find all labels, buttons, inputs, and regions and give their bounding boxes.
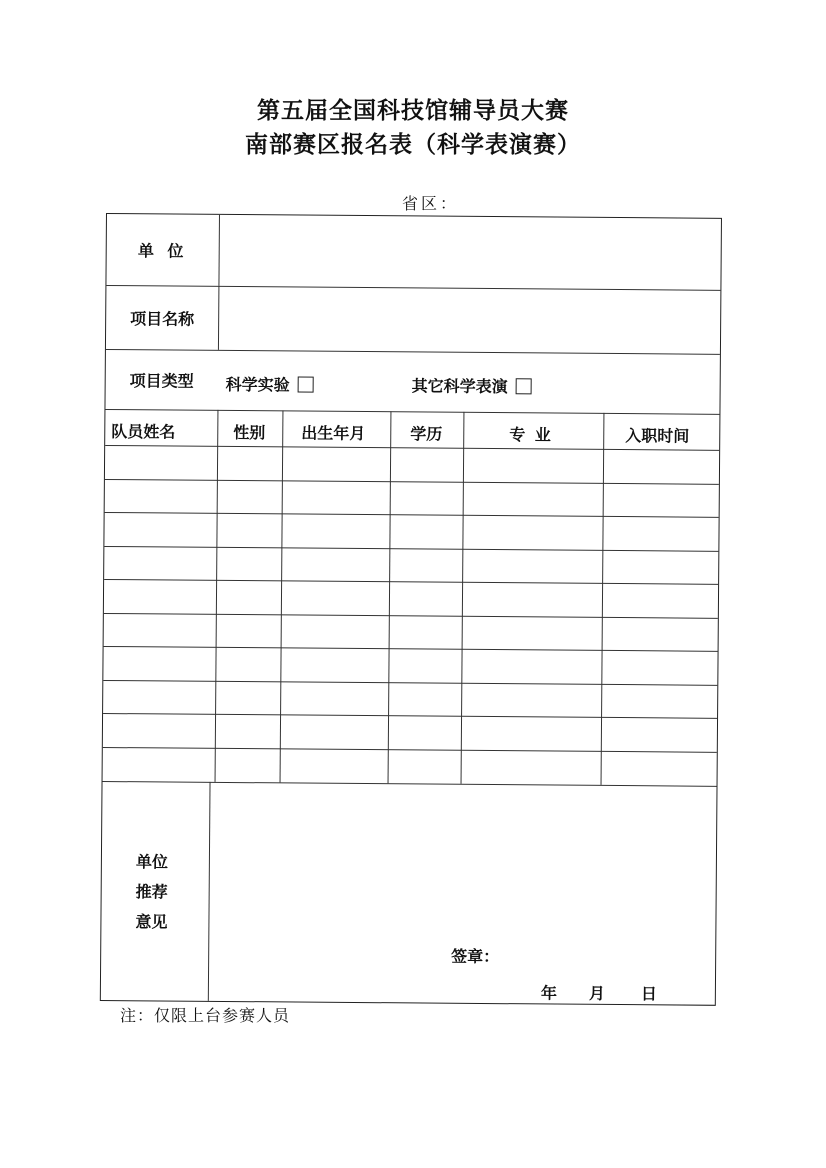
option-other-performance[interactable] <box>412 373 532 397</box>
registration-form <box>100 213 722 1006</box>
recommendation-section <box>101 781 717 1005</box>
other-performance-checkbox[interactable] <box>516 378 532 394</box>
footer-note: 注：仅限上台参赛人员 <box>120 1006 291 1025</box>
recommendation-label-line: 单位 <box>135 852 168 872</box>
date-year-label: 年 <box>540 983 557 1003</box>
signature-label: 签章： <box>451 946 500 967</box>
date-day-label: 日 <box>640 984 657 1004</box>
province-label: 省区： <box>402 194 460 213</box>
column-header-name: 队员姓名 <box>111 422 176 442</box>
project-name-row <box>106 285 720 355</box>
table-row[interactable] <box>104 646 718 652</box>
column-header-birth: 出生年月 <box>301 423 366 444</box>
table-row[interactable] <box>105 512 719 518</box>
option-science-experiment-label: 科学实验 <box>225 374 290 395</box>
project-type-label: 项目类型 <box>129 370 194 391</box>
option-other-performance-label: 其它科学表演 <box>411 376 508 397</box>
recommendation-label-line: 意见 <box>135 912 168 932</box>
col-divider <box>601 413 605 785</box>
date-month-label: 月 <box>588 983 605 1003</box>
column-header-gender: 性别 <box>233 423 266 443</box>
table-row[interactable] <box>104 546 718 552</box>
recommendation-input-area[interactable] <box>209 782 717 1005</box>
recommendation-label-line: 推荐 <box>135 882 168 902</box>
unit-row <box>106 214 721 291</box>
unit-label: 单 位 <box>137 241 188 261</box>
column-header-hire-date: 入职时间 <box>625 426 690 446</box>
project-name-label: 项目名称 <box>130 308 195 329</box>
unit-input-cell[interactable] <box>219 215 721 290</box>
col-divider <box>388 411 392 783</box>
form-title-line2: 南部赛区报名表（科学表演赛） <box>245 132 581 158</box>
option-science-experiment[interactable] <box>226 372 314 396</box>
table-row[interactable] <box>103 713 717 719</box>
col-divider <box>215 410 219 782</box>
table-row[interactable] <box>105 479 719 485</box>
project-type-row <box>105 349 719 415</box>
project-name-input-cell[interactable] <box>219 286 720 354</box>
table-row[interactable] <box>103 747 717 753</box>
project-type-label-cell <box>105 349 217 410</box>
col-divider <box>461 412 465 784</box>
recommendation-label <box>135 847 168 937</box>
table-row[interactable] <box>104 613 718 619</box>
col-divider <box>280 410 284 782</box>
project-name-label-cell <box>106 285 219 350</box>
table-row[interactable] <box>104 579 718 585</box>
table-row[interactable] <box>103 680 717 686</box>
column-header-education: 学历 <box>410 424 443 444</box>
column-header-major: 专 业 <box>509 425 553 445</box>
unit-label-cell <box>106 214 220 286</box>
member-table <box>103 409 720 787</box>
form-title-line1: 第五届全国科技馆辅导员大赛 <box>257 98 569 124</box>
science-experiment-checkbox[interactable] <box>298 377 314 393</box>
